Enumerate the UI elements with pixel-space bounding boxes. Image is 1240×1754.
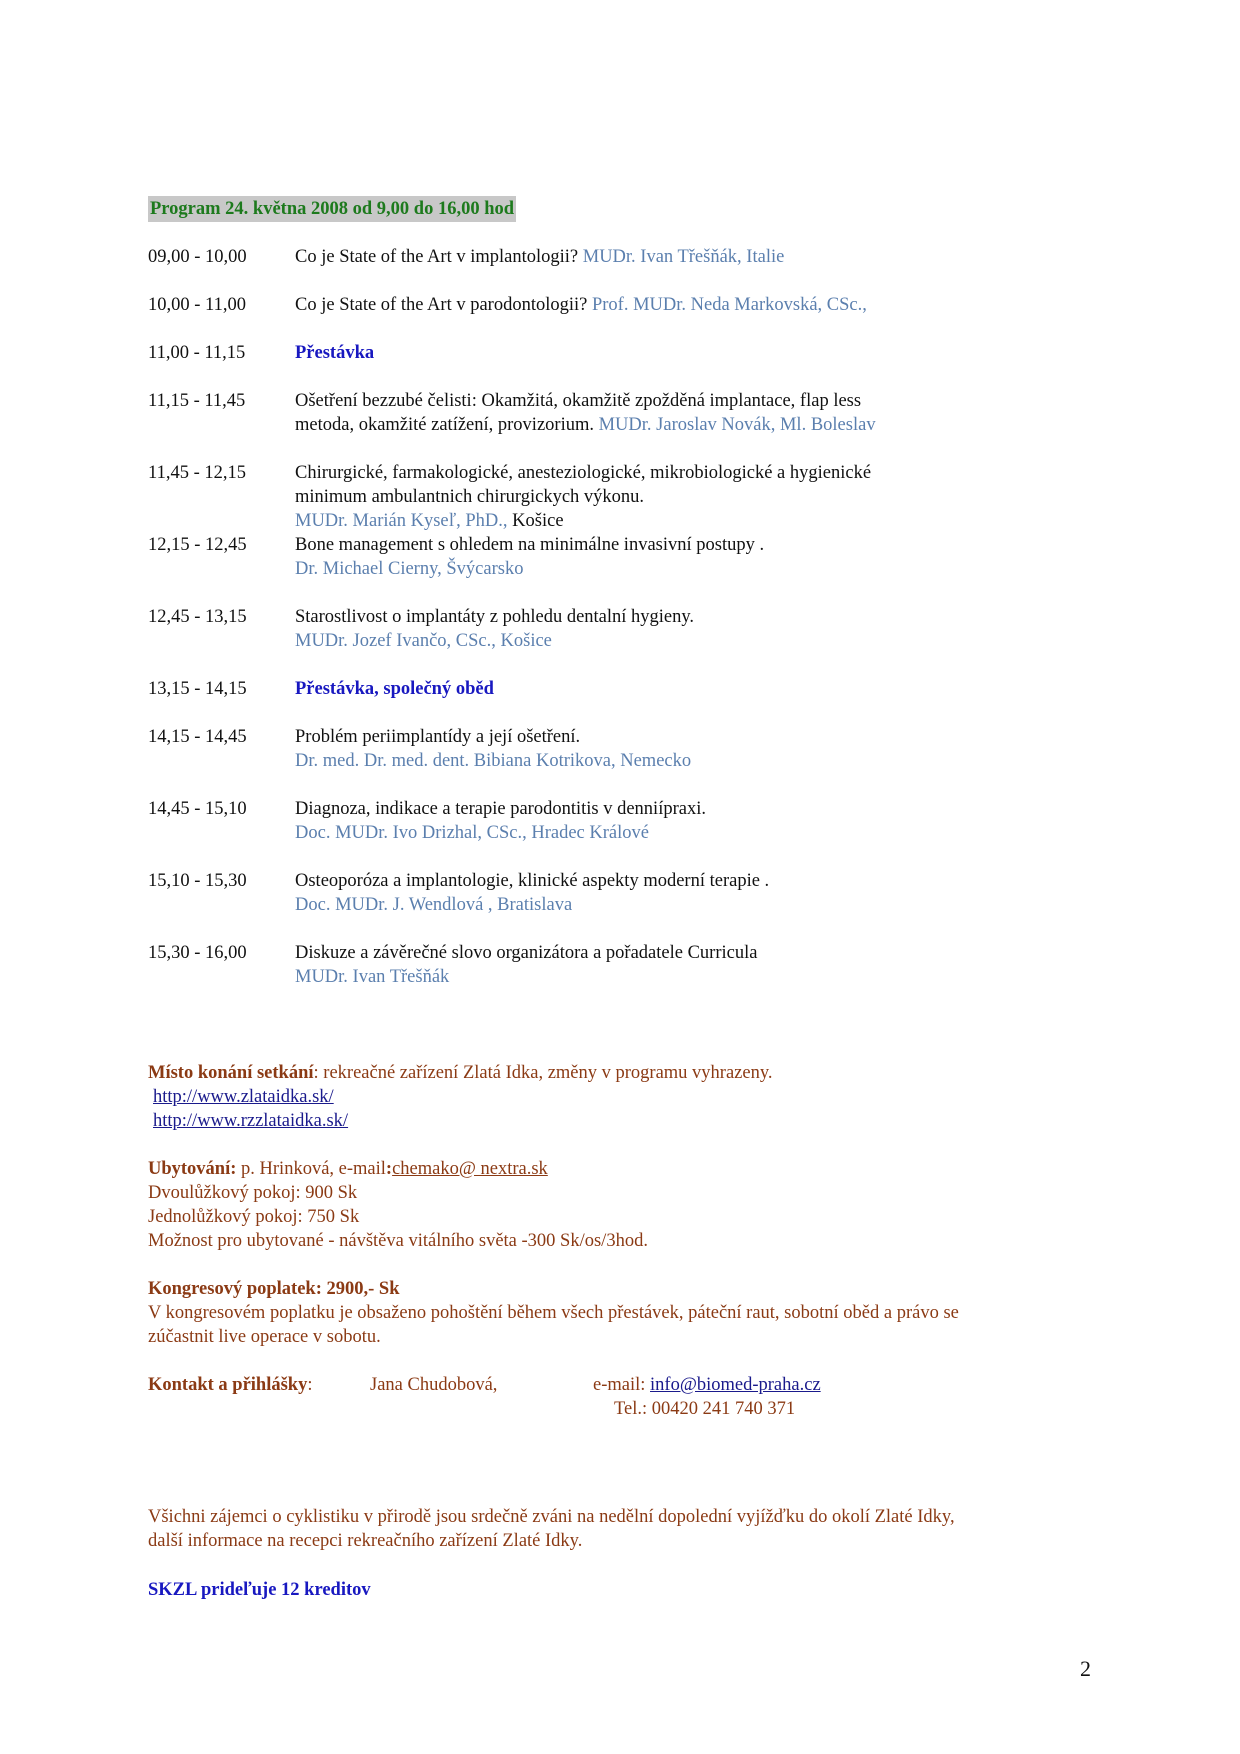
venue-text: : rekreačné zařízení Zlatá Idka, změny v programu vyhrazeny. [313,1063,773,1083]
double-room-price: Dvoulůžkový pokoj: 900 Sk [148,1183,358,1203]
talk-desc [295,293,1105,317]
single-room-price: Jednolůžkový pokoj: 750 Sk [148,1207,360,1227]
credits-note: SKZL prideľuje 12 kreditov [148,1580,371,1600]
talk-desc [295,389,1105,437]
break-label: Přestávka [295,343,375,363]
speaker: MUDr. Ivan Třešňák [295,967,450,987]
speaker: Dr. med. Dr. med. dent. Bibiana Kotrikova, Nemecko [295,751,692,771]
speaker: MUDr. Marián Kyseľ, PhD., [295,511,508,531]
accommodation-contact: p. Hrinková, e-mail [236,1159,386,1179]
venue-section [148,1061,773,1133]
talk-title: Co je State of the Art v implantologii? [295,247,583,267]
talk-desc [295,869,1105,917]
talk-desc [295,245,1105,269]
accommodation-label: Ubytování: [148,1159,237,1179]
speaker: Prof. MUDr. Neda Markovská, CSc., [591,295,867,315]
venue-label: Místo konání setkání [148,1063,314,1083]
time-slot: 11,15 - 11,45 [148,391,246,411]
contact-email-label: e-mail: [593,1375,651,1395]
talk-title: Chirurgické, farmakologické, anesteziologické, mikrobiologické a hygienické [295,463,872,483]
time-slot: 13,15 - 14,15 [148,679,247,699]
cycling-line-2: další informace na recepci rekreačního zařízení Zlaté Idky. [148,1531,583,1551]
speaker: Doc. MUDr. J. Wendlová , Bratislava [295,895,573,915]
speaker: Doc. MUDr. Ivo Drizhal, CSc., Hradec Králové [295,823,649,843]
talk-title: Diskuze a závěrečné slovo organizátora a pořadatele Curricula [295,943,758,963]
accommodation-email-link[interactable]: chemako@ nextra.sk [392,1159,548,1179]
talk-title: Ošetření bezzubé čelisti: Okamžitá, okamžitě zpožděná implantace, flap less [295,391,862,411]
contact-phone: Tel.: 00420 241 740 371 [614,1399,796,1419]
contact-label: Kontakt a přihlášky [148,1375,308,1395]
talk-title: Co je State of the Art v parodontologii? [295,295,592,315]
talk-desc [295,725,1105,773]
fee-section [148,1277,959,1349]
talk-title: Starostlivost o implantáty z pohledu dentalní hygieny. [295,607,695,627]
accommodation-colon: : [385,1159,393,1179]
page-number: 2 [1080,1656,1091,1681]
speaker: MUDr. Ivan Třešňák, Italie [582,247,785,267]
contact-colon: : [307,1375,313,1395]
speaker: MUDr. Jaroslav Novák, Ml. Boleslav [598,415,876,435]
cycling-line-1: Všichni zájemci o cyklistiku v přirodě jsou srdečně zváni na nedělní dopolední vyjížďku do okolí Zlaté Idky, [148,1507,955,1527]
talk-desc [295,605,1105,653]
talk-desc [295,797,1105,845]
time-slot: 14,45 - 15,10 [148,799,247,819]
speaker: Dr. Michael Cierny, Švýcarsko [295,559,524,579]
talk-title: Diagnoza, indikace a terapie parodontitis v denniípraxi. [295,799,706,819]
talk-desc [295,533,1105,581]
talk-title: Osteoporóza a implantologie, klinické aspekty moderní terapie . [295,871,770,891]
talk-title: Bone management s ohledem na minimálne invasivní postupy . [295,535,765,555]
time-slot: 09,00 - 10,00 [148,247,247,267]
contact-name: Jana Chudobová, [370,1375,498,1395]
time-slot: 15,10 - 15,30 [148,871,247,891]
time-slot: 10,00 - 11,00 [148,295,246,315]
speaker: MUDr. Jozef Ivančo, CSc., Košice [295,631,552,651]
talk-desc [295,461,1105,533]
time-slot: 15,30 - 16,00 [148,943,247,963]
fee-desc-2: zúčastnit live operace v sobotu. [148,1327,381,1347]
fee-desc-1: V kongresovém poplatku je obsaženo pohoštění během všech přestávek, páteční raut, sobotní oběd a právo se [148,1303,959,1323]
break-label: Přestávka, společný oběd [295,679,494,699]
venue-link-2[interactable]: http://www.rzzlataidka.sk/ [153,1111,349,1131]
time-slot: 14,15 - 14,45 [148,727,247,747]
fee-label: Kongresový poplatek: 2900,- Sk [148,1279,400,1299]
time-slot: 12,15 - 12,45 [148,535,247,555]
talk-title-cont: minimum ambulantnich chirurgickych výkonu. [295,487,645,507]
vital-world-note: Možnost pro ubytované - návštěva vitálního světa -300 Sk/os/3hod. [148,1231,648,1251]
time-slot: 12,45 - 13,15 [148,607,247,627]
talk-title-cont: metoda, okamžité zatížení, provizorium. [295,415,599,435]
time-slot: 11,45 - 12,15 [148,463,246,483]
contact-section [148,1373,1108,1421]
program-heading: Program 24. května 2008 od 9,00 do 16,00 hod [148,196,516,222]
speaker-place: Košice [507,511,564,531]
cycling-note [148,1505,955,1553]
talk-desc [295,941,1105,989]
time-slot: 11,00 - 11,15 [148,343,246,363]
venue-link-1[interactable]: http://www.zlataidka.sk/ [153,1087,334,1107]
accommodation-section [148,1157,648,1253]
contact-email-link[interactable]: info@biomed-praha.cz [650,1375,821,1395]
talk-title: Problém periimplantídy a její ošetření. [295,727,581,747]
